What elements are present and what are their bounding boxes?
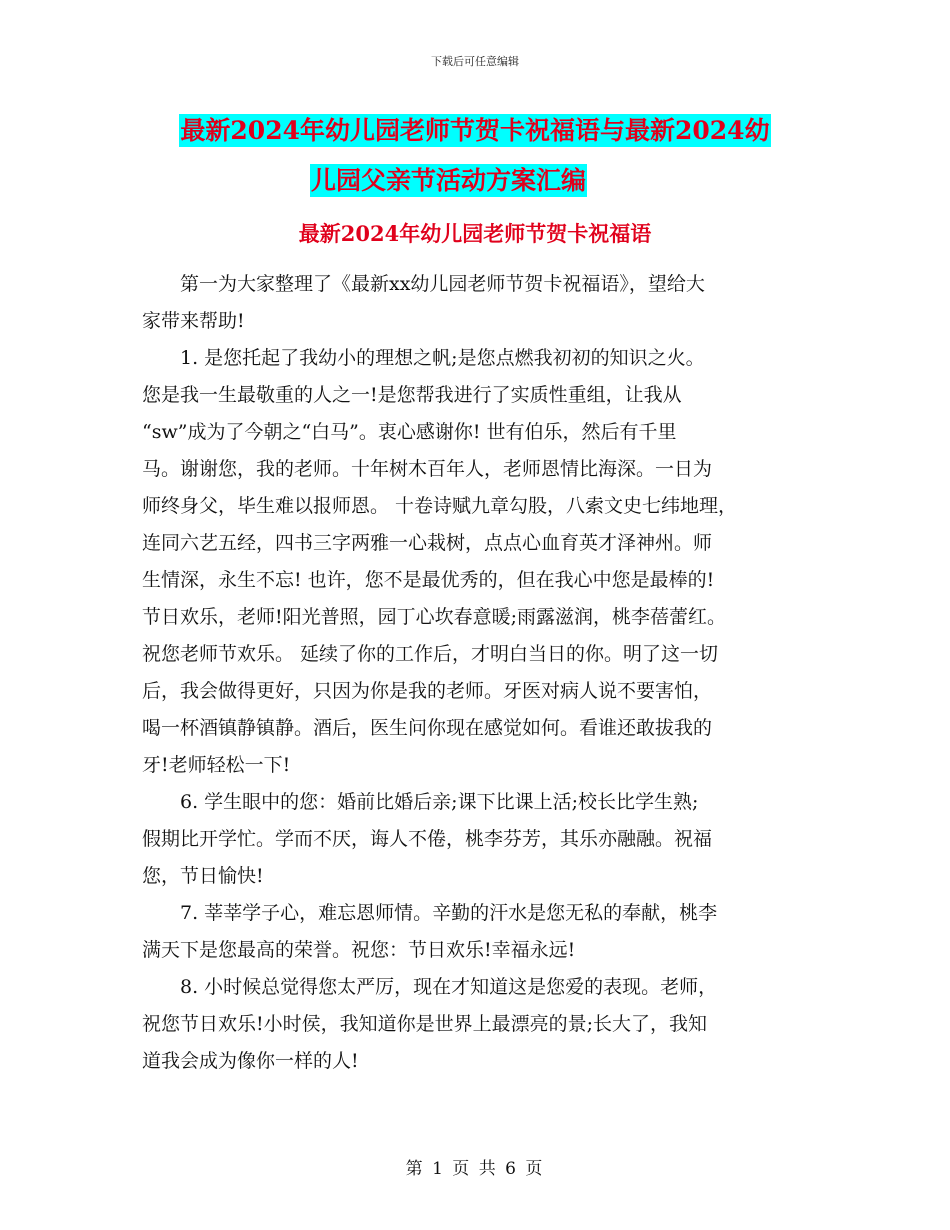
section-title: 最新2024年幼儿园老师节贺卡祝福语	[298, 221, 652, 246]
page-footer: 第 1 页 共 6 页	[405, 1159, 545, 1179]
paragraph-intro: 第一为大家整理了《最新xx幼儿园老师节贺卡祝福语》，望给大 家带来帮助!	[142, 273, 705, 332]
document-title	[0, 106, 950, 206]
document-title-line-1: 最新2024年幼儿园老师节贺卡祝福语与最新2024幼	[180, 116, 770, 145]
paragraph-item-8: 8. 小时候总觉得您太严厉，现在才知道这是您爱的表现。老师， 祝您节日欢乐!小时侯，我知道你是世界上最漂亮的景;长大了，我知 道我会成为像你一样的人!	[142, 976, 718, 1072]
document-title-line-2: 儿园父亲节活动方案汇编	[311, 166, 587, 195]
body-text	[142, 266, 814, 1080]
paragraph-item-1: 1. 是您托起了我幼小的理想之帆;是您点燃我初初的知识之火。 您是我一生最敬重的人之一!是您帮我进行了实质性重组，让我从 “sw”成为了今朝之“白马”。衷心感谢你! 世有伯乐，然后有千里 马。谢谢您，我的老师。十年树木百年人，老师恩情比海深。一日为 师终身父，毕生难以报师恩。 十卷诗赋九章勾股，八索文史七纬地理， 连同六艺五经，四书三字两雅一心栽树，点点心血育英才泽神州。师 生情深，永生不忘! 也许，您不是最优秀的，但在我心中您是最棒的! 节日欢乐，老师!阳光普照，园丁心坎春意暖;雨露滋润，桃李蓓蕾红。 祝您老师节欢乐。 延续了你的工作后，才明白当日的你。明了这一切 后，我会做得更好，只因为你是我的老师。牙医对病人说不要害怕， 喝一杯酒镇静镇静。酒后，医生问你现在感觉如何。看谁还敢拔我的 牙!老师轻松一下!	[142, 347, 738, 776]
paragraph-item-7: 7. 莘莘学子心，难忘恩师情。辛勤的汗水是您无私的奉献，桃李 满天下是您最高的荣誉。祝您：节日欢乐!幸福永远!	[142, 902, 718, 961]
paragraph-item-6: 6. 学生眼中的您：婚前比婚后亲;课下比课上活;校长比学生熟; 假期比开学忙。学而不厌，诲人不倦，桃李芬芳，其乐亦融融。祝福 您，节日愉快!	[142, 791, 713, 887]
header-note: 下载后可任意编辑	[431, 55, 519, 68]
